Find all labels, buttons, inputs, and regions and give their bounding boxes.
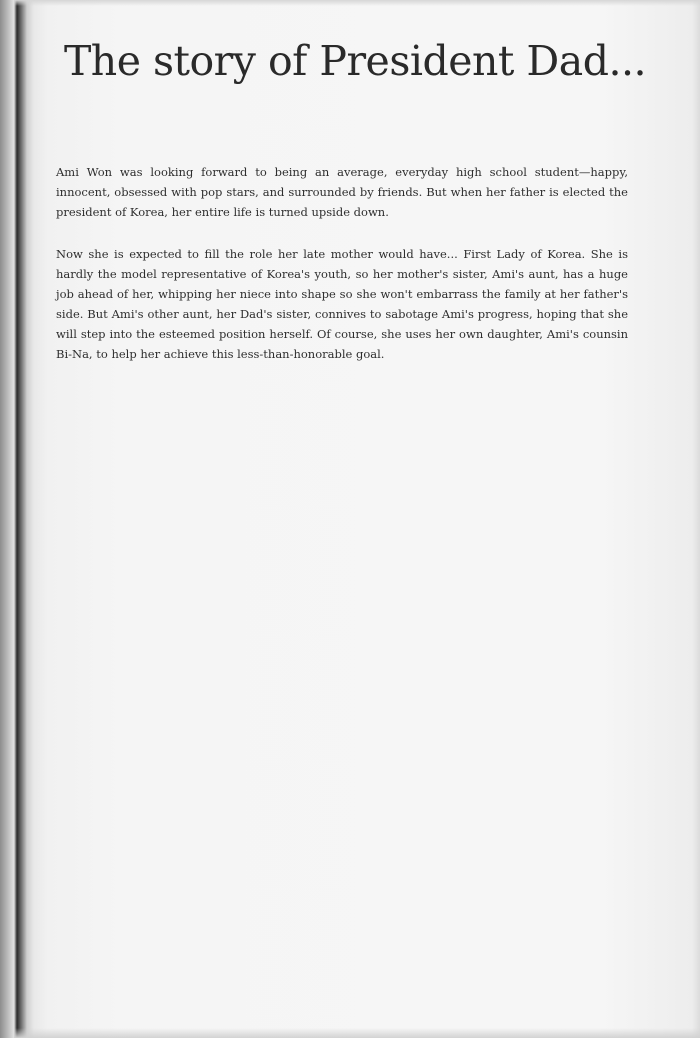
page-edge-bottom [14,1028,700,1038]
page-title: The story of President Dad... [63,37,647,85]
paragraph-2: Now she is expected to fill the role her late mother would have... First Lady of Korea. She is hardly the model representative of Korea's youth, so her mother's sister, Ami's aunt, has a huge job ahead of her, whipping her niece into shape so she won't embarrass the family at her father's side. But Ami's other aunt, her Dad's sister, connives to sabotage Ami's progress, hoping that she will step into the esteemed position herself. Of course, she uses her own daughter, Ami's counsin Bi-Na, to help her achieve this less-than-honorable goal. [56,247,628,361]
paragraph-1: Ami Won was looking forward to being an average, everyday high school student—happy, innocent, obsessed with pop stars, and surrounded by friends. But when her father is elected the president of Korea, her entire life is turned upside down. [56,165,628,219]
synopsis-text [56,162,628,364]
page-edge-top [14,0,700,6]
